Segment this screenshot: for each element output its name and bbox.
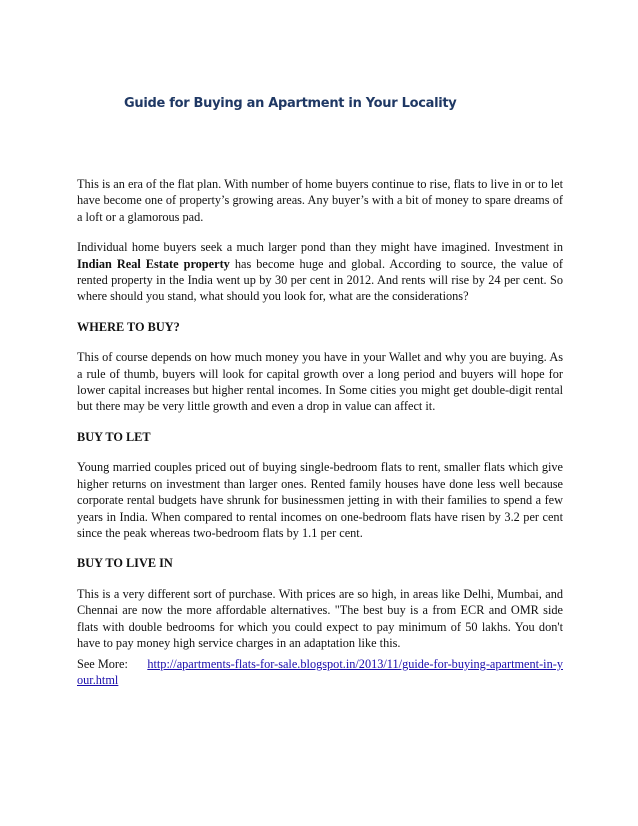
buy-to-let-paragraph: Young married couples priced out of buying single-bedroom flats to rent, smaller flats which give higher returns on investment than larger ones. Rented family houses have done less well because corporate rental budgets have shrunk for businessmen jetting in with their families to spend a few years in India. When compared to rental incomes on one-bedroom flats have risen by 3.2 per cent since the peak whereas two-bedroom flats by 1.1 per cent. bbox=[77, 460, 563, 540]
buy-to-live-in-heading: BUY TO LIVE IN bbox=[77, 556, 173, 571]
article-body bbox=[77, 176, 563, 665]
page-title: Guide for Buying an Apartment in Your Locality bbox=[124, 96, 457, 111]
where-to-buy-paragraph: This of course depends on how much money you have in your Wallet and why you are buying. As a rule of thumb, buyers will look for capital growth over a long period and buyers will hope for lower capital increases but higher rental incomes. In Some cities you might get double-digit rental but there may be very little growth and even a drop in value can affect it. bbox=[77, 350, 563, 414]
buy-to-live-in-paragraph: This is a very different sort of purchase. With prices are so high, in areas like Delhi, Mumbai, and Chennai are now the more affordable alternatives. "The best buy is a from ECR and OMR side flats with double bedrooms for which you could expect to pay minimum of 50 lakhs. You don't have to pay money high service charges in an adaptation like this. bbox=[77, 586, 563, 650]
intro-paragraph: This is an era of the flat plan. With number of home buyers continue to rise, flats to live in or to let have become one of property’s growing areas. Any buyer’s with a bit of money to spare dreams of a loft or a glamorous pad. bbox=[77, 177, 563, 224]
see-more-label: See More: bbox=[77, 657, 128, 671]
see-more-line bbox=[77, 656, 563, 689]
buy-to-let-heading: BUY TO LET bbox=[77, 429, 151, 444]
investment-paragraph bbox=[77, 239, 563, 305]
source-link[interactable]: http://apartments-flats-for-sale.blogspot.in/2013/11/guide-for-buying-apartment-in-your.html bbox=[77, 657, 563, 688]
investment-text-before: Individual home buyers seek a much larger pond than they might have imagined. Investment in bbox=[77, 240, 563, 255]
where-to-buy-heading: WHERE TO BUY? bbox=[77, 319, 180, 334]
investment-text-after: has become huge and global. According to source, the value of rented property in the India went up by 30 per cent in 2012. And rents will rise by 24 per cent. So where should you stand, what should you look for, what are the considerations? bbox=[77, 256, 564, 304]
indian-real-estate-keyword: Indian Real Estate property bbox=[77, 256, 230, 271]
